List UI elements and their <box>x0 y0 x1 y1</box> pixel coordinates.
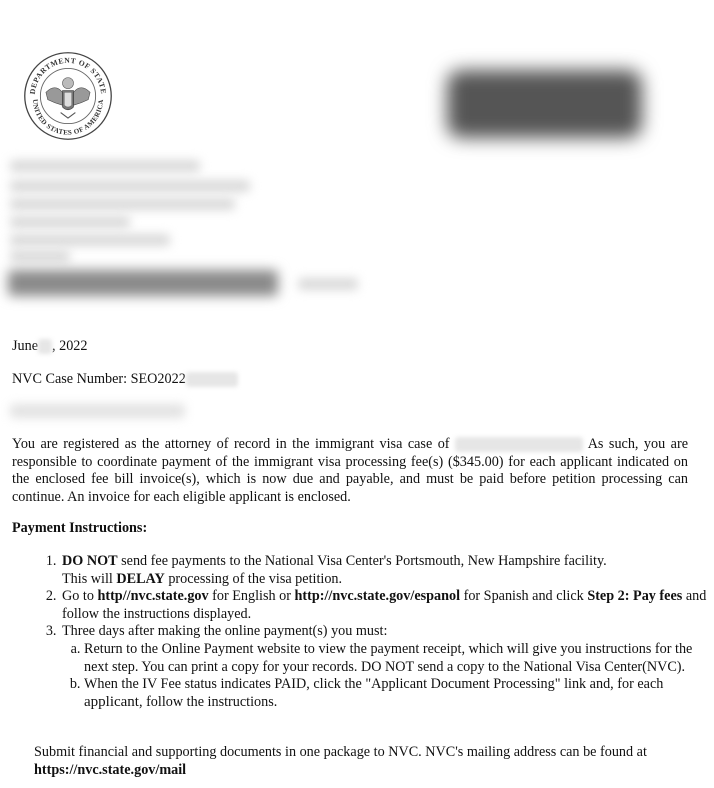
mail-link[interactable]: https://nvc.state.gov/mail <box>34 761 187 778</box>
submit-text: Submit financial and supporting documents in one package to NVC. NVC's mailing address can be found at <box>34 744 647 760</box>
intro-text-1: You are registered as the attorney of record in the immigrant visa case of <box>12 436 450 452</box>
delay-bold: DELAY <box>116 570 165 587</box>
redacted-address-line <box>298 278 358 290</box>
submit-paragraph <box>34 744 688 779</box>
redacted-address-line <box>10 198 235 210</box>
item3-text: Three days after making the online payment(s) you must: <box>62 623 388 640</box>
redacted-logo <box>447 70 642 138</box>
redacted-reference-line <box>10 404 185 418</box>
spanish-link[interactable]: http://nvc.state.gov/espanol <box>294 588 461 605</box>
payment-instructions-heading: Payment Instructions: <box>12 520 148 536</box>
redacted-address-line <box>10 180 250 192</box>
redacted-address-line <box>10 160 200 172</box>
instruction-item-3 <box>60 623 714 711</box>
letter-date <box>12 338 87 356</box>
case-number-label: NVC Case Number: SEO2022 <box>12 371 186 387</box>
redacted-address-line <box>10 234 170 246</box>
intro-text-2: As such, you are responsible to coordinate payment of the immigrant visa processing fee(s) ($345.00) for each applicant indicated on the enclosed fee bill invoice(s), which is now due and payable, and must be paid before petition processing can continue. An invoice for each eligible applicant is enclosed. <box>12 436 688 505</box>
item2-text-b: for English or <box>208 588 295 605</box>
item3b-text-a: When the IV Fee status indicates PAID, click the "Applicant Document Processing" link and, for each <box>84 676 664 693</box>
department-of-state-seal <box>22 50 114 142</box>
redacted-address-line <box>10 250 70 262</box>
redacted-case-suffix <box>186 372 238 387</box>
svg-text:UNITED STATES OF AMERICA: UNITED STATES OF AMERICA <box>30 98 106 137</box>
case-number <box>12 371 238 389</box>
item1-text-c: processing of the visa petition. <box>164 570 343 587</box>
redacted-address-line <box>10 216 130 228</box>
instruction-item-3a: a. Return to the Online Payment website to view the payment receipt, which will give you instructions for the next step. You can print a copy for your records. DO NOT send a copy to the National Visa Center(NVC). <box>84 641 714 676</box>
item2-text-c: for Spanish and click <box>460 588 588 605</box>
intro-paragraph <box>12 436 688 506</box>
instruction-item-1 <box>60 553 714 588</box>
english-link[interactable]: http//nvc.state.gov <box>97 588 209 605</box>
redacted-address-line <box>8 270 278 296</box>
step2-bold: Step 2: Pay fees <box>587 588 683 605</box>
instructions-list <box>34 553 714 711</box>
item1-text-b: This will <box>62 570 117 587</box>
item1-text: send fee payments to the National Visa Center's Portsmouth, New Hampshire facility. <box>117 553 607 569</box>
svg-text:DEPARTMENT OF STATE: DEPARTMENT OF STATE <box>27 55 109 95</box>
date-month: June <box>12 338 39 354</box>
instruction-sublist <box>62 641 714 711</box>
redacted-day <box>38 339 52 354</box>
item2-text-d: and follow the instructions displayed. <box>62 588 707 622</box>
item2-text-a: Go to <box>62 588 98 605</box>
item3b-applicant: applicant <box>84 693 139 710</box>
instruction-item-3b <box>84 676 714 711</box>
item3b-text-b: , follow the instructions. <box>138 693 278 710</box>
date-year: , 2022 <box>52 338 88 354</box>
redacted-name <box>455 437 583 452</box>
instruction-item-2 <box>60 588 714 623</box>
do-not-bold: DO NOT <box>62 553 118 569</box>
